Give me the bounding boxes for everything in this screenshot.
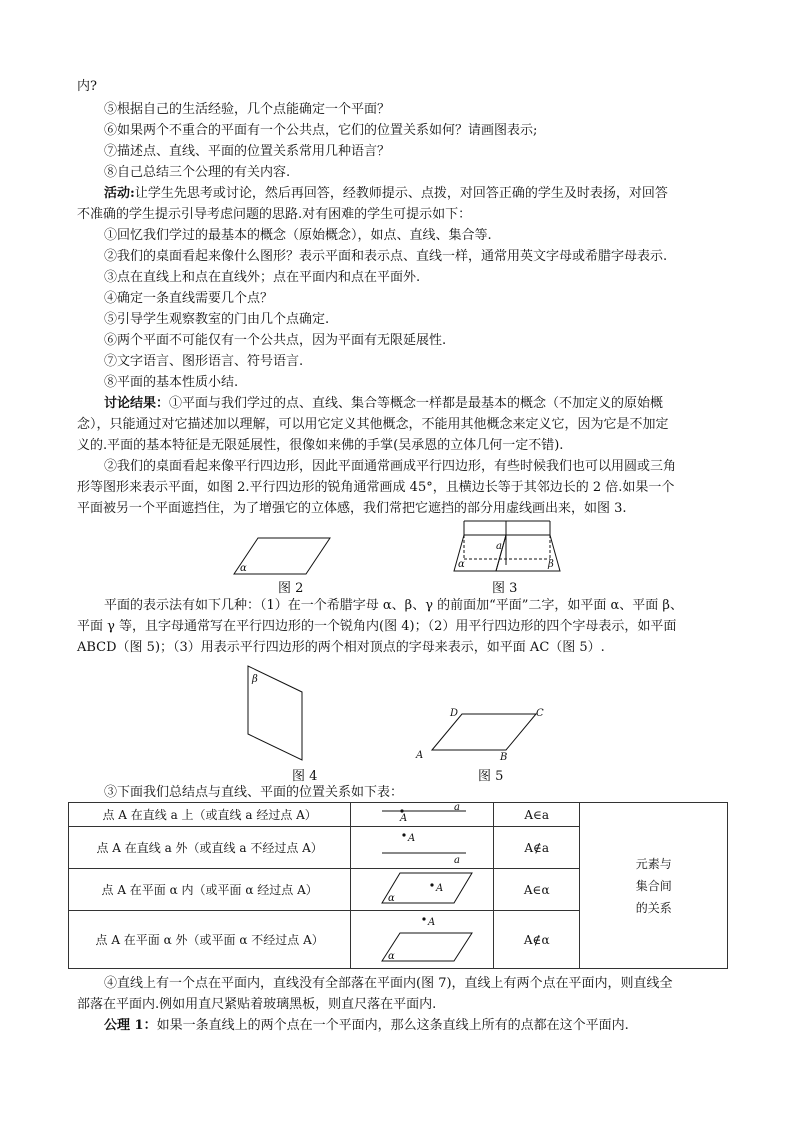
text-line: ③下面我们总结点与直线、平面的位置关系如下表：: [104, 785, 404, 800]
activity-paragraph: [104, 184, 668, 203]
text-line: ⑧平面的基本性质小结.: [104, 375, 239, 390]
point-a-label: A: [408, 833, 416, 844]
text-line: ③点在直线上和点在直线外；点在平面内和点在平面外.: [104, 270, 421, 285]
alpha-label: α: [458, 559, 465, 570]
point-off-line-figure: [362, 827, 482, 865]
figure-2-parallelogram: [230, 530, 340, 580]
relation-symbol: A∉α: [494, 911, 580, 969]
relation-figure: [351, 803, 494, 827]
vertex-d-label: D: [450, 708, 459, 719]
relation-description: 点 A 在直线 a 上（或直线 a 经过点 A）: [69, 803, 351, 827]
figure-2-caption: 图 2: [278, 581, 304, 596]
text-line: 念），只能通过对它描述加以理解，可以用它定义其他概念，不能用其他概念来定义它，因为它是不加定: [77, 417, 669, 432]
vertex-b-label: B: [500, 752, 508, 763]
line-a-label: a: [454, 855, 461, 865]
axiom-label: 公理 1：: [104, 1018, 157, 1033]
category-line: 的关系: [635, 900, 672, 915]
relation-description: 点 A 在直线 a 外（或直线 a 不经过点 A）: [69, 827, 351, 869]
alpha-label: α: [240, 563, 247, 574]
relation-figure: [351, 827, 494, 869]
text-line: ⑤根据自己的生活经验，几个点能确定一个平面？: [104, 102, 391, 117]
text-line: ⑦文字语言、图形语言、符号语言.: [104, 354, 304, 369]
relation-description: 点 A 在平面 α 外（或平面 α 不经过点 A）: [69, 911, 351, 969]
axiom-1-paragraph: [104, 1016, 629, 1035]
text-line: 不准确的学生提示引导考虑问题的思路.对有困难的学生可提示如下：: [77, 207, 472, 222]
text-line: 形等图形来表示平面，如图 2.平行四边形的锐角通常画成 45°，且横边长等于其邻边长的 2 倍.如果一个: [77, 480, 675, 495]
point-in-plane-figure: [362, 869, 482, 907]
alpha-label: α: [388, 951, 395, 962]
point-a-label: A: [428, 917, 436, 928]
category-line: 元素与: [635, 856, 672, 871]
activity-text: 让学生先思考或讨论，然后再回答，经教师提示、点拨，对回答正确的学生及时表扬，对回答: [134, 186, 668, 201]
text-line: 平面的表示法有如下几种：（1）在一个希腊字母 α、β、γ 的前面加“平面”二字，如平面 α、平面 β、: [104, 598, 683, 613]
text-line: ④直线上有一个点在平面内，直线没有全部落在平面内(图 7)，直线上有两个点在平面内，则直线全: [104, 976, 673, 991]
figure-4-vertical-parallelogram: [240, 660, 310, 764]
position-relation-table: [68, 802, 728, 969]
text-line: ⑥如果两个不重合的平面有一个公共点，它们的位置关系如何？请画图表示;: [104, 123, 538, 138]
line-a-label: a: [454, 803, 461, 813]
text-line: ④确定一条直线需要几个点？: [104, 291, 274, 306]
figure-3-caption: 图 3: [492, 581, 518, 596]
discussion-label: 讨论结果：: [104, 396, 170, 411]
point-a-label: A: [436, 883, 444, 894]
relation-description: 点 A 在平面 α 内（或平面 α 经过点 A）: [69, 869, 351, 911]
alpha-label: α: [388, 893, 395, 904]
text-line: ②我们的桌面看起来像什么图形？表示平面和表示点、直线一样，通常用英文字母或希腊字母表示.: [104, 249, 668, 264]
text-line: 义的.平面的基本特征是无限延展性，很像如来佛的手掌(吴承恩的立体几何一定不错).: [77, 438, 564, 453]
text-line: 部落在平面内.例如用直尺紧贴着玻璃黑板，则直尺落在平面内.: [77, 997, 437, 1012]
text-line: ②我们的桌面看起来像平行四边形，因此平面通常画成平行四边形，有些时候我们也可以用圆或三角: [104, 459, 677, 474]
text-line: ⑦描述点、直线、平面的位置关系常用几种语言？: [104, 144, 391, 159]
figure-5-caption: 图 5: [478, 769, 504, 784]
relation-symbol: A∈α: [494, 869, 580, 911]
discussion-text: ①平面与我们学过的点、直线、集合等概念一样都是最基本的概念（不加定义的原始概: [169, 396, 664, 411]
relation-figure: [351, 911, 494, 969]
text-line: 内?: [77, 79, 97, 94]
relation-symbol: A∈a: [494, 803, 580, 827]
figure-3-intersecting-planes: [448, 515, 568, 577]
beta-label: β: [548, 559, 554, 570]
text-line: ⑧自己总结三个公理的有关内容.: [104, 165, 291, 180]
category-line: 集合间: [635, 878, 672, 893]
figure-5-parallelogram-abcd: [412, 700, 562, 764]
line-a-label: a: [496, 541, 502, 552]
relation-symbol: A∉a: [494, 827, 580, 869]
point-outside-plane-figure: [362, 911, 482, 965]
vertex-c-label: C: [536, 708, 544, 719]
text-line: ⑥两个平面不可能仅有一个公共点，因为平面有无限延展性.: [104, 333, 447, 348]
beta-label: β: [252, 674, 258, 685]
point-a-label: A: [400, 813, 408, 823]
table-row: [69, 803, 728, 827]
text-line: 平面被另一个平面遮挡住，为了增强它的立体感，我们常把它遮挡的部分用虚线画出来，如图 3.: [77, 501, 627, 516]
text-line: ⑤引导学生观察教室的门由几个点确定.: [104, 312, 330, 327]
discussion-paragraph: [104, 394, 663, 413]
text-line: ①回忆我们学过的最基本的概念（原始概念），如点、直线、集合等.: [104, 228, 492, 243]
text-line: 平面 γ 等，且字母通常写在平行四边形的一个锐角内(图 4)；（2）用平行四边形的四个字母表示，如平面: [77, 619, 677, 634]
relation-category: [580, 803, 728, 969]
activity-label: 活动:: [104, 186, 135, 201]
vertex-a-label: A: [416, 750, 424, 761]
text-line: ABCD（图 5)；（3）用表示平行四边形的两个相对顶点的字母来表示，如平面 AC（图 5）.: [77, 640, 605, 655]
relation-figure: [351, 869, 494, 911]
figure-4-caption: 图 4: [292, 769, 318, 784]
axiom-text: 如果一条直线上的两个点在一个平面内，那么这条直线上所有的点都在这个平面内.: [156, 1018, 629, 1033]
point-on-line-figure: [362, 803, 482, 823]
